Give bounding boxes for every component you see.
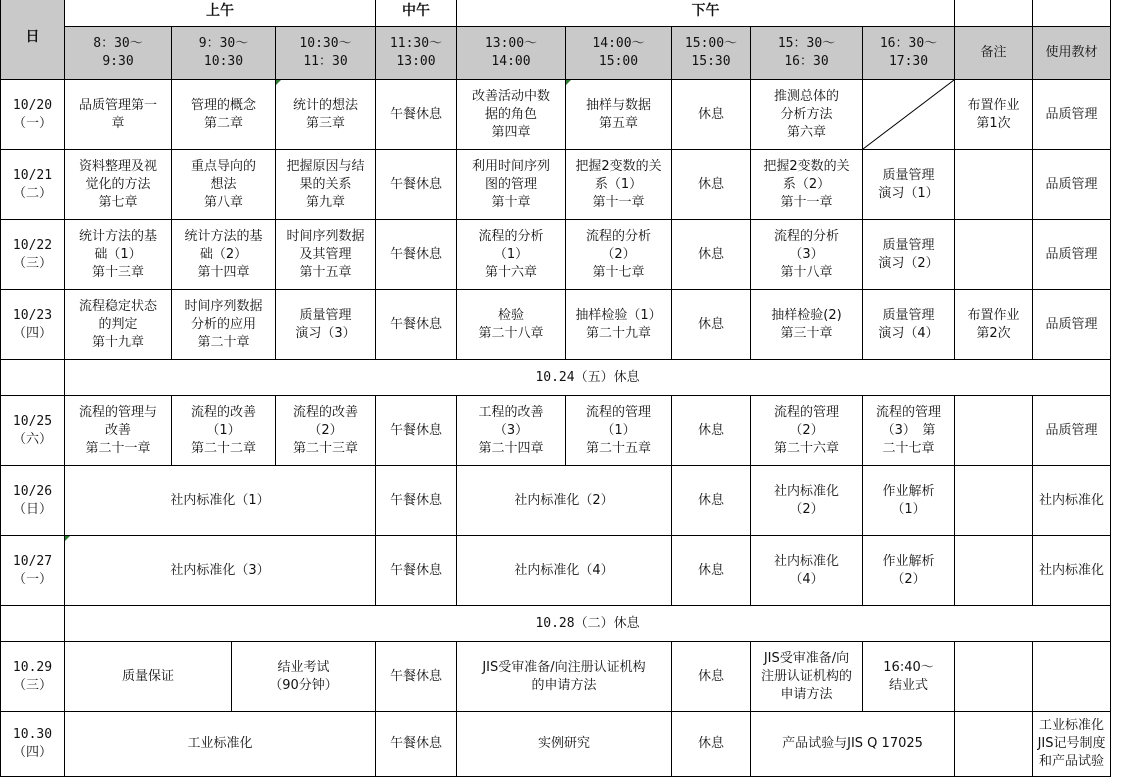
slot-cell[interactable]: 抽样检验(2) 第三十章	[751, 290, 863, 360]
material-cell[interactable]: 品质管理	[1033, 80, 1111, 150]
slot-cell[interactable]: 质量管理 演习（3）	[276, 290, 376, 360]
slot-cell[interactable]: 流程的管理 （2） 第二十六章	[751, 396, 863, 466]
remarks-cell[interactable]: 布置作业 第1次	[955, 80, 1033, 150]
holiday-row-1028	[1, 606, 1111, 642]
break-cell[interactable]: 休息	[672, 150, 751, 220]
slot-cell[interactable]: 检验 第二十八章	[457, 290, 566, 360]
remarks-cell[interactable]	[955, 642, 1033, 712]
lunch-cell[interactable]: 午餐休息	[376, 642, 457, 712]
afternoon-block-cell[interactable]: JIS受审准备/向注册认证机构 的申请方法	[457, 642, 672, 712]
slot-cell[interactable]: 质量管理 演习（2）	[863, 220, 955, 290]
morning-block-cell[interactable]: 社内标准化（3）	[65, 536, 376, 606]
slot-cell[interactable]: 流程的管理与 改善 第二十一章	[65, 396, 172, 466]
slot-cell[interactable]: 作业解析 （2）	[863, 536, 955, 606]
slot-cell[interactable]: 品质管理第一 章	[65, 80, 172, 150]
remarks-cell[interactable]	[955, 150, 1033, 220]
break-cell[interactable]: 休息	[672, 396, 751, 466]
slot-cell[interactable]: 统计方法的基 础（2） 第十四章	[172, 220, 276, 290]
break-cell[interactable]: 休息	[672, 642, 751, 712]
row-1029	[1, 642, 1111, 712]
slot-cell[interactable]: 把握2变数的关 系（1） 第十一章	[566, 150, 672, 220]
morning-block-cell[interactable]: 社内标准化（1）	[65, 466, 376, 536]
materials-header-top[interactable]	[1033, 0, 1111, 27]
remarks-cell[interactable]	[955, 396, 1033, 466]
row-1023	[1, 290, 1111, 360]
morning-header[interactable]: 上午	[65, 0, 376, 27]
date-cell-empty[interactable]	[1, 606, 65, 642]
break-cell[interactable]: 休息	[672, 712, 751, 777]
slot-cell[interactable]: 流程的分析 （1） 第十六章	[457, 220, 566, 290]
slot-cell[interactable]: 质量管理 演习（1）	[863, 150, 955, 220]
slot-cell[interactable]: 把握2变数的关 系（2） 第十一章	[751, 150, 863, 220]
date-cell[interactable]: 10.29 （三）	[1, 642, 65, 712]
material-cell[interactable]	[1033, 642, 1111, 712]
slot-cell[interactable]: 时间序列数据 及其管理 第十五章	[276, 220, 376, 290]
row-1020	[1, 80, 1111, 150]
date-cell[interactable]: 10/20 （一）	[1, 80, 65, 150]
row-1022	[1, 220, 1111, 290]
afternoon-block-cell[interactable]: 社内标准化（2）	[457, 466, 672, 536]
time-slot-1[interactable]: 8：30～ 9:30	[65, 27, 172, 80]
slot-cell[interactable]: 资料整理及视 觉化的方法 第七章	[65, 150, 172, 220]
slot-cell[interactable]: 流程的管理 （3） 第 二十七章	[863, 396, 955, 466]
break-cell[interactable]: 休息	[672, 80, 751, 150]
slot-cell[interactable]: 质量保证	[65, 642, 232, 712]
time-slot-4[interactable]: 11:30～ 13:00	[376, 27, 457, 80]
material-cell[interactable]: 工业标准化 JIS记号制度 和产品试验	[1033, 712, 1111, 777]
date-cell[interactable]: 10/26 （日）	[1, 466, 65, 536]
lunch-cell[interactable]: 午餐休息	[376, 290, 457, 360]
header-row	[1, 0, 1111, 27]
material-cell[interactable]: 品质管理	[1033, 396, 1111, 466]
material-cell[interactable]: 社内标准化	[1033, 466, 1111, 536]
slot-cell[interactable]: 利用时间序列 图的管理 第十章	[457, 150, 566, 220]
break-cell[interactable]: 休息	[672, 536, 751, 606]
time-slot-6[interactable]: 14:00～ 15:00	[566, 27, 672, 80]
break-cell[interactable]: 休息	[672, 466, 751, 536]
lunch-cell[interactable]: 午餐休息	[376, 220, 457, 290]
slot-cell[interactable]: 结业考试 （90分钟）	[232, 642, 376, 712]
slot-cell[interactable]: 抽样检验（1） 第二十九章	[566, 290, 672, 360]
date-cell[interactable]: 10/23 （四）	[1, 290, 65, 360]
diagonal-empty-cell[interactable]	[863, 80, 955, 150]
remarks-cell[interactable]	[955, 466, 1033, 536]
remarks-cell[interactable]	[955, 712, 1033, 777]
slot-cell[interactable]: JIS受审准备/向 注册认证机构的 申请方法	[751, 642, 863, 712]
slot-cell[interactable]: 时间序列数据 分析的应用 第二十章	[172, 290, 276, 360]
slot-cell[interactable]: 抽样与数据 第五章	[566, 80, 672, 150]
remarks-cell[interactable]	[955, 220, 1033, 290]
slot-cell[interactable]: 工程的改善 （3） 第二十四章	[457, 396, 566, 466]
afternoon-block-cell[interactable]: 实例研究	[457, 712, 672, 777]
remarks-cell[interactable]: 布置作业 第2次	[955, 290, 1033, 360]
slot-cell[interactable]: 统计的想法 第三章	[276, 80, 376, 150]
slot-cell[interactable]: 16:40～ 结业式	[863, 642, 955, 712]
row-1027	[1, 536, 1111, 606]
break-cell[interactable]: 休息	[672, 290, 751, 360]
material-cell[interactable]: 品质管理	[1033, 290, 1111, 360]
slot-cell[interactable]: 流程稳定状态 的判定 第十九章	[65, 290, 172, 360]
time-slot-row	[1, 27, 1111, 80]
slot-cell[interactable]: 产品试验与JIS Q 17025	[751, 712, 955, 777]
lunch-cell[interactable]: 午餐休息	[376, 466, 457, 536]
slot-cell[interactable]: 流程的管理 （1） 第二十五章	[566, 396, 672, 466]
materials-header[interactable]: 使用教材	[1033, 27, 1111, 80]
lunch-cell[interactable]: 午餐休息	[376, 712, 457, 777]
break-cell[interactable]: 休息	[672, 220, 751, 290]
date-cell-empty[interactable]	[1, 360, 65, 396]
slot-cell[interactable]: 流程的分析 （3） 第十八章	[751, 220, 863, 290]
slot-cell[interactable]: 统计方法的基 础（1） 第十三章	[65, 220, 172, 290]
date-cell[interactable]: 10.30 （四）	[1, 712, 65, 777]
slot-cell[interactable]: 流程的改善 （1） 第二十二章	[172, 396, 276, 466]
lunch-cell[interactable]: 午餐休息	[376, 80, 457, 150]
slot-cell[interactable]: 质量管理 演习（4）	[863, 290, 955, 360]
material-cell[interactable]: 品质管理	[1033, 220, 1111, 290]
material-cell[interactable]: 社内标准化	[1033, 536, 1111, 606]
time-slot-2[interactable]: 9：30～ 10:30	[172, 27, 276, 80]
holiday-cell[interactable]: 10.24（五）休息	[65, 360, 1111, 396]
lunch-cell[interactable]: 午餐休息	[376, 536, 457, 606]
lunch-cell[interactable]: 午餐休息	[376, 396, 457, 466]
material-cell[interactable]: 品质管理	[1033, 150, 1111, 220]
slot-cell[interactable]: 社内标准化 （4）	[751, 536, 863, 606]
slot-cell[interactable]: 推测总体的 分析方法 第六章	[751, 80, 863, 150]
slot-cell[interactable]: 流程的改善 （2） 第二十三章	[276, 396, 376, 466]
time-slot-9[interactable]: 16：30～ 17:30	[863, 27, 955, 80]
slot-cell[interactable]: 重点导向的 想法 第八章	[172, 150, 276, 220]
slot-cell[interactable]: 把握原因与结 果的关系 第九章	[276, 150, 376, 220]
slot-cell[interactable]: 管理的概念 第二章	[172, 80, 276, 150]
lunch-cell[interactable]: 午餐休息	[376, 150, 457, 220]
diagonal-line	[863, 80, 954, 149]
afternoon-header[interactable]: 下午	[457, 0, 955, 27]
slot-cell[interactable]: 改善活动中数 据的角色 第四章	[457, 80, 566, 150]
row-1030	[1, 712, 1111, 777]
time-slot-8[interactable]: 15：30～ 16：30	[751, 27, 863, 80]
date-cell[interactable]: 10/25 （六）	[1, 396, 65, 466]
date-cell[interactable]: 10/21 （二）	[1, 150, 65, 220]
row-1025	[1, 396, 1111, 466]
slot-cell[interactable]: 流程的分析 （2） 第十七章	[566, 220, 672, 290]
day-header[interactable]: 日	[1, 0, 65, 80]
noon-header[interactable]: 中午	[376, 0, 457, 27]
afternoon-block-cell[interactable]: 社内标准化（4）	[457, 536, 672, 606]
date-cell[interactable]: 10/22 （三）	[1, 220, 65, 290]
slot-cell[interactable]: 作业解析 （1）	[863, 466, 955, 536]
time-slot-7[interactable]: 15:00～ 15:30	[672, 27, 751, 80]
remarks-header-top[interactable]	[955, 0, 1033, 27]
slot-cell[interactable]: 社内标准化 （2）	[751, 466, 863, 536]
row-1021	[1, 150, 1111, 220]
row-1026	[1, 466, 1111, 536]
date-cell[interactable]: 10/27 （一）	[1, 536, 65, 606]
holiday-cell[interactable]: 10.28（二）休息	[65, 606, 1111, 642]
morning-block-cell[interactable]: 工业标准化	[65, 712, 376, 777]
remarks-cell[interactable]	[955, 536, 1033, 606]
time-slot-5[interactable]: 13:00～ 14:00	[457, 27, 566, 80]
time-slot-3[interactable]: 10:30～ 11：30	[276, 27, 376, 80]
holiday-row-1024	[1, 360, 1111, 396]
remarks-header[interactable]: 备注	[955, 27, 1033, 80]
